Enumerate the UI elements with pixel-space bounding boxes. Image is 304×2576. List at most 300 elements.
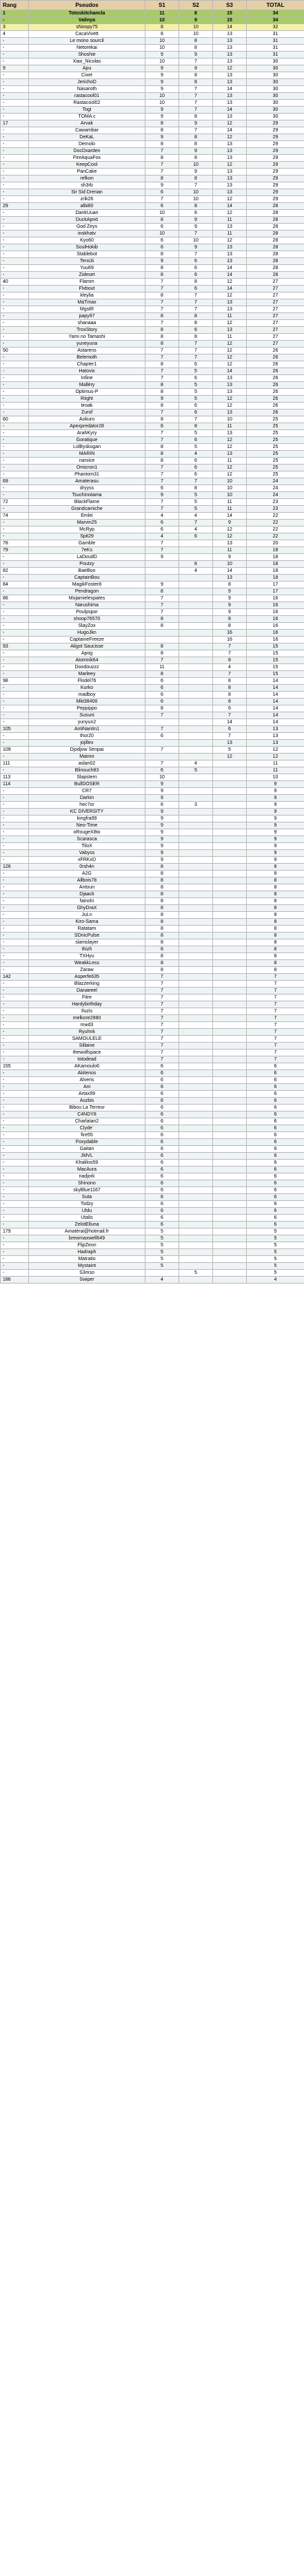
s2-cell bbox=[179, 1036, 213, 1043]
ranking-row bbox=[1, 93, 304, 100]
ranking-row bbox=[1, 1167, 304, 1173]
rank-cell: - bbox=[1, 1132, 29, 1139]
total-cell: 7 bbox=[247, 974, 304, 981]
ranking-row bbox=[1, 822, 304, 829]
ranking-row bbox=[1, 478, 304, 485]
ranking-row bbox=[1, 554, 304, 561]
rank-cell: - bbox=[1, 960, 29, 967]
s1-cell: 7 bbox=[145, 1015, 179, 1022]
pseudo-cell: Shinono bbox=[29, 1180, 145, 1187]
total-cell: 24 bbox=[247, 478, 304, 485]
rank-cell: - bbox=[1, 458, 29, 465]
s1-cell: 7 bbox=[145, 348, 179, 354]
ranking-row bbox=[1, 375, 304, 382]
rank-cell: - bbox=[1, 877, 29, 884]
pseudo-cell: DuckApnö bbox=[29, 217, 145, 224]
s1-cell: 8 bbox=[145, 265, 179, 272]
pseudo-cell: 7eKs bbox=[29, 547, 145, 554]
s1-cell: 5 bbox=[145, 1242, 179, 1249]
table-header-row bbox=[1, 1, 304, 10]
s1-cell: 4 bbox=[145, 533, 179, 540]
rank-cell: - bbox=[1, 175, 29, 182]
rank-cell: - bbox=[1, 1146, 29, 1153]
s1-cell: 8 bbox=[145, 444, 179, 451]
total-cell: 26 bbox=[247, 382, 304, 389]
pseudo-cell: BullDOSER bbox=[29, 781, 145, 788]
s3-cell: 13 bbox=[213, 38, 247, 45]
total-cell: 30 bbox=[247, 65, 304, 72]
s3-cell bbox=[213, 1208, 247, 1215]
s1-cell: 9 bbox=[145, 65, 179, 72]
s3-cell: 12 bbox=[213, 341, 247, 348]
s2-cell: 5 bbox=[179, 1270, 213, 1277]
rank-cell: - bbox=[1, 382, 29, 389]
total-cell: 18 bbox=[247, 568, 304, 575]
s1-cell: 8 bbox=[145, 650, 179, 657]
pseudo-cell: ZelotElluna bbox=[29, 1222, 145, 1228]
s3-cell bbox=[213, 960, 247, 967]
pseudo-cell: fire55 bbox=[29, 1132, 145, 1139]
s1-cell: 7 bbox=[145, 712, 179, 719]
s2-cell: 7 bbox=[179, 354, 213, 361]
total-cell: 28 bbox=[247, 237, 304, 244]
s1-cell: 6 bbox=[145, 1125, 179, 1132]
s1-cell: 8 bbox=[145, 175, 179, 182]
total-cell: 6 bbox=[247, 1084, 304, 1091]
ranking-row bbox=[1, 1008, 304, 1015]
ranking-row bbox=[1, 120, 304, 127]
s1-column-header[interactable]: S1 bbox=[145, 1, 179, 10]
ranking-row bbox=[1, 582, 304, 588]
pseudo-cell: C4NDY8 bbox=[29, 1111, 145, 1118]
s3-cell bbox=[213, 988, 247, 994]
s3-cell: 7 bbox=[213, 671, 247, 678]
s1-cell: 7 bbox=[145, 286, 179, 292]
s2-cell bbox=[179, 747, 213, 754]
rank-cell: 111 bbox=[1, 760, 29, 767]
s3-cell: 13 bbox=[213, 451, 247, 458]
pseudo-cell: CacaVivett bbox=[29, 31, 145, 38]
s3-cell: 10 bbox=[213, 485, 247, 492]
s2-cell bbox=[179, 595, 213, 602]
s1-cell: 9 bbox=[145, 72, 179, 79]
s2-cell bbox=[179, 1173, 213, 1180]
total-cell: 16 bbox=[247, 602, 304, 609]
total-cell: 25 bbox=[247, 437, 304, 444]
pseudo-column-header[interactable]: Pseudos bbox=[29, 1, 145, 10]
total-cell: 26 bbox=[247, 403, 304, 409]
s2-cell: 5 bbox=[179, 506, 213, 513]
rank-cell: - bbox=[1, 1215, 29, 1222]
pseudo-cell: Khalilos59 bbox=[29, 1160, 145, 1167]
s3-cell: 14 bbox=[213, 513, 247, 520]
total-cell: 27 bbox=[247, 313, 304, 320]
total-cell: 6 bbox=[247, 1222, 304, 1228]
total-cell: 5 bbox=[247, 1228, 304, 1235]
rank-cell: - bbox=[1, 403, 29, 409]
s1-cell: 6 bbox=[145, 1077, 179, 1084]
s2-cell: 7 bbox=[179, 520, 213, 526]
s1-cell: 7 bbox=[145, 994, 179, 1001]
s1-cell: 9 bbox=[145, 781, 179, 788]
s2-cell bbox=[179, 1153, 213, 1160]
s1-cell: 9 bbox=[145, 809, 179, 816]
s1-cell: 8 bbox=[145, 389, 179, 396]
s2-cell bbox=[179, 933, 213, 939]
s3-cell: 8 bbox=[213, 699, 247, 705]
pseudo-cell: CR7 bbox=[29, 788, 145, 795]
s2-cell: 7 bbox=[179, 251, 213, 258]
rank-cell: 60 bbox=[1, 416, 29, 423]
s3-cell: 13 bbox=[213, 79, 247, 86]
ranking-row bbox=[1, 540, 304, 547]
s2-cell bbox=[179, 1180, 213, 1187]
s1-cell: 7 bbox=[145, 1029, 179, 1036]
s3-cell bbox=[213, 1091, 247, 1098]
pseudo-cell: SlayZox bbox=[29, 623, 145, 630]
s1-cell: 6 bbox=[145, 1105, 179, 1111]
s1-cell: 8 bbox=[145, 416, 179, 423]
s3-cell: 9 bbox=[213, 602, 247, 609]
pseudo-cell: Mkt38400 bbox=[29, 699, 145, 705]
s1-cell: 8 bbox=[145, 891, 179, 898]
s2-cell bbox=[179, 1056, 213, 1063]
total-cell: 7 bbox=[247, 1001, 304, 1008]
s1-cell: 9 bbox=[145, 582, 179, 588]
total-cell: 31 bbox=[247, 31, 304, 38]
s1-cell: 6 bbox=[145, 203, 179, 210]
total-cell: 28 bbox=[247, 224, 304, 231]
s2-cell: 4 bbox=[179, 760, 213, 767]
pseudo-cell: Marvin25 bbox=[29, 520, 145, 526]
s2-cell bbox=[179, 609, 213, 616]
total-cell: 29 bbox=[247, 155, 304, 162]
s2-cell bbox=[179, 974, 213, 981]
s3-cell: 12 bbox=[213, 196, 247, 203]
total-cell: 22 bbox=[247, 520, 304, 526]
s3-cell: 13 bbox=[213, 306, 247, 313]
s3-column-header[interactable]: S3 bbox=[213, 1, 247, 10]
s1-cell bbox=[145, 740, 179, 747]
total-cell: 30 bbox=[247, 58, 304, 65]
s3-cell bbox=[213, 939, 247, 946]
s3-cell: 9 bbox=[213, 609, 247, 616]
total-cell: 16 bbox=[247, 630, 304, 637]
rank-cell: - bbox=[1, 272, 29, 279]
pseudo-cell: Apog bbox=[29, 650, 145, 657]
ranking-row bbox=[1, 1111, 304, 1118]
ranking-row bbox=[1, 175, 304, 182]
s1-cell: 7 bbox=[145, 1008, 179, 1015]
pseudo-cell: FireAquaFox bbox=[29, 155, 145, 162]
pseudo-cell: Kiro-Sama bbox=[29, 919, 145, 926]
s2-cell bbox=[179, 1208, 213, 1215]
s2-cell bbox=[179, 795, 213, 802]
total-cell: 25 bbox=[247, 465, 304, 471]
s1-cell: 8 bbox=[145, 141, 179, 148]
total-cell: 29 bbox=[247, 162, 304, 169]
ranking-row bbox=[1, 251, 304, 258]
s2-cell: 10 bbox=[179, 196, 213, 203]
pseudo-cell: Demolo bbox=[29, 141, 145, 148]
total-cell: 28 bbox=[247, 231, 304, 237]
rank-cell: 155 bbox=[1, 1063, 29, 1070]
s2-cell: 6 bbox=[179, 471, 213, 478]
rank-cell: - bbox=[1, 712, 29, 719]
rank-cell: - bbox=[1, 1270, 29, 1277]
total-cell: 30 bbox=[247, 107, 304, 114]
ranking-row bbox=[1, 189, 304, 196]
ranking-row bbox=[1, 926, 304, 933]
pseudo-cell: yuneyuna bbox=[29, 341, 145, 348]
s1-cell: 6 bbox=[145, 1187, 179, 1194]
rank-cell: - bbox=[1, 575, 29, 582]
s2-cell bbox=[179, 1070, 213, 1077]
pseudo-cell: Ryuhnk bbox=[29, 1029, 145, 1036]
s3-cell bbox=[213, 1077, 247, 1084]
s2-cell: 6 bbox=[179, 272, 213, 279]
total-cell: 26 bbox=[247, 348, 304, 354]
rank-cell: - bbox=[1, 1022, 29, 1029]
rank-cell: - bbox=[1, 602, 29, 609]
rank-cell: - bbox=[1, 1160, 29, 1167]
ranking-row bbox=[1, 760, 304, 767]
s2-cell bbox=[179, 1194, 213, 1201]
pseudo-cell: kingfra99 bbox=[29, 816, 145, 822]
s2-column-header[interactable]: S2 bbox=[179, 1, 213, 10]
s3-cell bbox=[213, 1056, 247, 1063]
s3-cell bbox=[213, 1242, 247, 1249]
s1-cell: 7 bbox=[145, 547, 179, 554]
total-cell: 27 bbox=[247, 279, 304, 286]
pseudo-cell: BlackFlame bbox=[29, 499, 145, 506]
s3-cell bbox=[213, 1132, 247, 1139]
s2-cell bbox=[179, 871, 213, 877]
s3-cell: 13 bbox=[213, 375, 247, 382]
total-cell: 28 bbox=[247, 251, 304, 258]
s2-cell bbox=[179, 1111, 213, 1118]
s1-cell: 8 bbox=[145, 616, 179, 623]
rank-cell: - bbox=[1, 609, 29, 616]
ranking-row bbox=[1, 389, 304, 396]
pseudo-cell: Peppippo bbox=[29, 705, 145, 712]
total-cell: 24 bbox=[247, 492, 304, 499]
pseudo-cell: Mallèry bbox=[29, 382, 145, 389]
s3-cell bbox=[213, 1263, 247, 1270]
s3-cell: 14 bbox=[213, 272, 247, 279]
total-cell: 8 bbox=[247, 926, 304, 933]
total-cell: 5 bbox=[247, 1249, 304, 1256]
s2-cell bbox=[179, 588, 213, 595]
pseudo-cell: Danaeeel bbox=[29, 988, 145, 994]
ranking-row bbox=[1, 58, 304, 65]
total-cell: 26 bbox=[247, 375, 304, 382]
s3-cell: 12 bbox=[213, 444, 247, 451]
pseudo-cell: SoulHokib bbox=[29, 244, 145, 251]
pseudo-cell: Narushima bbox=[29, 602, 145, 609]
s1-cell: 7 bbox=[145, 306, 179, 313]
ranking-row bbox=[1, 127, 304, 134]
s1-cell: 8 bbox=[145, 361, 179, 368]
s2-cell: 7 bbox=[179, 341, 213, 348]
s1-cell bbox=[145, 630, 179, 637]
pseudo-cell: Nasaroth bbox=[29, 86, 145, 93]
total-cell: 27 bbox=[247, 341, 304, 348]
s1-cell: 9 bbox=[145, 554, 179, 561]
total-cell: 31 bbox=[247, 38, 304, 45]
s2-cell: 5 bbox=[179, 444, 213, 451]
pseudo-cell: LaDoudD bbox=[29, 554, 145, 561]
pseudo-cell: Asperfe635 bbox=[29, 974, 145, 981]
pseudo-cell: MaTmax bbox=[29, 299, 145, 306]
rank-column-header[interactable]: Rang bbox=[1, 1, 29, 10]
s2-cell: 7 bbox=[179, 127, 213, 134]
pseudo-cell: Swiper bbox=[29, 1277, 145, 1284]
s1-cell: 8 bbox=[145, 898, 179, 905]
rank-cell: - bbox=[1, 1008, 29, 1015]
rank-cell: - bbox=[1, 802, 29, 809]
pseudo-cell: GhyDraX bbox=[29, 905, 145, 912]
s3-cell: 13 bbox=[213, 45, 247, 52]
total-cell: 25 bbox=[247, 416, 304, 423]
total-cell: 7 bbox=[247, 1056, 304, 1063]
s3-cell: 13 bbox=[213, 382, 247, 389]
pseudo-cell: Le mono sourcil bbox=[29, 38, 145, 45]
s2-cell bbox=[179, 1118, 213, 1125]
s2-cell: 4 bbox=[179, 526, 213, 533]
s2-cell bbox=[179, 1091, 213, 1098]
s3-cell bbox=[213, 994, 247, 1001]
total-cell: 11 bbox=[247, 760, 304, 767]
pseudo-cell: thizh bbox=[29, 946, 145, 953]
rank-cell: - bbox=[1, 809, 29, 816]
s2-cell bbox=[179, 692, 213, 699]
s1-cell: 4 bbox=[145, 1277, 179, 1284]
s2-cell: 10 bbox=[179, 31, 213, 38]
rank-cell: - bbox=[1, 299, 29, 306]
total-cell: 6 bbox=[247, 1187, 304, 1194]
total-cell: 6 bbox=[247, 1063, 304, 1070]
s1-cell bbox=[145, 1270, 179, 1277]
rank-cell: - bbox=[1, 72, 29, 79]
s1-cell: 6 bbox=[145, 244, 179, 251]
ranking-row bbox=[1, 588, 304, 595]
pseudo-cell: Aszbis bbox=[29, 1098, 145, 1105]
pseudo-cell: S3mso bbox=[29, 1270, 145, 1277]
total-cell: 6 bbox=[247, 1146, 304, 1153]
s2-cell: 9 bbox=[179, 224, 213, 231]
s3-cell: 13 bbox=[213, 182, 247, 189]
pseudo-cell: Flamm bbox=[29, 279, 145, 286]
s1-cell: 7 bbox=[145, 354, 179, 361]
ranking-row bbox=[1, 409, 304, 416]
pseudo-cell: DocDxarden bbox=[29, 148, 145, 155]
rank-cell: - bbox=[1, 354, 29, 361]
rank-cell: - bbox=[1, 1249, 29, 1256]
s1-cell: 9 bbox=[145, 857, 179, 864]
total-cell: 31 bbox=[247, 45, 304, 52]
rank-cell: 98 bbox=[1, 678, 29, 685]
s1-cell: 7 bbox=[145, 196, 179, 203]
s3-cell: 13 bbox=[213, 31, 247, 38]
s1-cell: 6 bbox=[145, 1222, 179, 1228]
s1-cell: 9 bbox=[145, 396, 179, 403]
pseudo-cell: shoop76570 bbox=[29, 616, 145, 623]
total-cell: 27 bbox=[247, 286, 304, 292]
s2-cell: 8 bbox=[179, 203, 213, 210]
s2-cell: 4 bbox=[179, 568, 213, 575]
total-cell: 29 bbox=[247, 120, 304, 127]
s1-cell: 8 bbox=[145, 251, 179, 258]
rank-cell: - bbox=[1, 836, 29, 843]
s2-cell: 7 bbox=[179, 86, 213, 93]
s1-cell: 7 bbox=[145, 540, 179, 547]
ranking-row bbox=[1, 774, 304, 781]
pseudo-cell: HugoJkn bbox=[29, 630, 145, 637]
s2-cell: 3 bbox=[179, 802, 213, 809]
s3-cell bbox=[213, 1070, 247, 1077]
s2-cell bbox=[179, 967, 213, 974]
total-cell: 14 bbox=[247, 692, 304, 699]
ranking-row bbox=[1, 107, 304, 114]
s3-cell: 11 bbox=[213, 231, 247, 237]
ranking-row bbox=[1, 1070, 304, 1077]
total-cell: 22 bbox=[247, 533, 304, 540]
rank-cell: - bbox=[1, 485, 29, 492]
s3-cell bbox=[213, 774, 247, 781]
rank-cell: - bbox=[1, 1111, 29, 1118]
s3-cell: 13 bbox=[213, 258, 247, 265]
pseudo-cell: Ratatam bbox=[29, 926, 145, 933]
s2-cell: 8 bbox=[179, 38, 213, 45]
s3-cell: 13 bbox=[213, 430, 247, 437]
pseudo-cell: tiroak bbox=[29, 403, 145, 409]
total-cell: 5 bbox=[247, 1242, 304, 1249]
total-column-header[interactable]: TOTAL bbox=[247, 1, 304, 10]
s2-cell: 6 bbox=[179, 286, 213, 292]
rank-cell: 179 bbox=[1, 1228, 29, 1235]
rank-cell: 84 bbox=[1, 582, 29, 588]
s2-cell: 10 bbox=[179, 189, 213, 196]
total-cell: 9 bbox=[247, 836, 304, 843]
s3-cell bbox=[213, 836, 247, 843]
pseudo-cell: AKamoulo6 bbox=[29, 1063, 145, 1070]
s2-cell: 9 bbox=[179, 244, 213, 251]
s3-cell bbox=[213, 912, 247, 919]
s2-cell: 8 bbox=[179, 334, 213, 341]
pseudo-cell: Arvak bbox=[29, 120, 145, 127]
total-cell: 29 bbox=[247, 189, 304, 196]
s3-cell: 6 bbox=[213, 705, 247, 712]
rank-cell: - bbox=[1, 114, 29, 120]
s3-cell bbox=[213, 1215, 247, 1222]
s3-cell bbox=[213, 1125, 247, 1132]
pseudo-cell: Djaack bbox=[29, 891, 145, 898]
s2-cell: 6 bbox=[179, 361, 213, 368]
s2-cell: 6 bbox=[179, 327, 213, 334]
s1-cell: 8 bbox=[145, 933, 179, 939]
ranking-row bbox=[1, 203, 304, 210]
s2-cell bbox=[179, 1063, 213, 1070]
s2-cell bbox=[179, 926, 213, 933]
rank-cell: - bbox=[1, 953, 29, 960]
s3-cell: 11 bbox=[213, 506, 247, 513]
total-cell: 8 bbox=[247, 884, 304, 891]
rank-cell: - bbox=[1, 1139, 29, 1146]
ranking-row bbox=[1, 361, 304, 368]
pseudo-cell: Tsuchinotama bbox=[29, 492, 145, 499]
total-cell: 28 bbox=[247, 258, 304, 265]
